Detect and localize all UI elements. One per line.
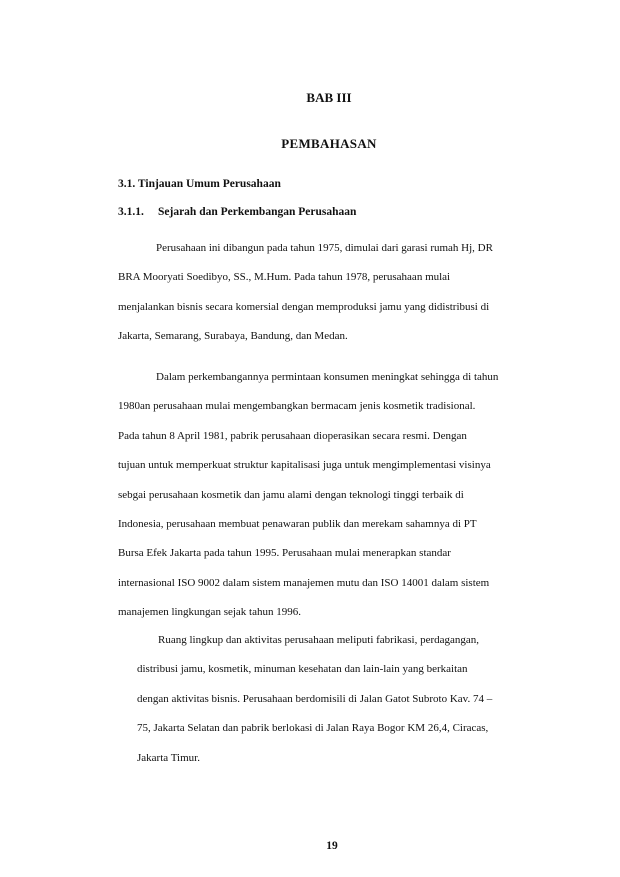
paragraph-line: dengan aktivitas bisnis. Perusahaan berdomisili di Jalan Gatot Subroto Kav. 74 – (137, 692, 493, 705)
chapter-number: BAB III (306, 90, 352, 105)
subsection-title: Sejarah dan Perkembangan Perusahaan (158, 206, 357, 218)
paragraph-line: 1980an perusahaan mulai mengembangkan bermacam jenis kosmetik tradisional. (118, 400, 476, 413)
subsection-heading (118, 206, 356, 218)
paragraph-line: 75, Jakarta Selatan dan pabrik berlokasi di Jalan Raya Bogor KM 26,4, Ciracas, (137, 722, 489, 735)
chapter-title: PEMBAHASAN (281, 136, 377, 151)
paragraph-line: manajemen lingkungan sejak tahun 1996. (118, 606, 301, 619)
paragraph-development (118, 363, 548, 628)
subsection-number: 3.1.1. (118, 206, 144, 218)
paragraph-scope (137, 626, 549, 773)
section-heading: 3.1. Tinjauan Umum Perusahaan (118, 178, 281, 190)
paragraph-line: internasional ISO 9002 dalam sistem manajemen mutu dan ISO 14001 dalam sistem (118, 576, 490, 589)
paragraph-line: Bursa Efek Jakarta pada tahun 1995. Perusahaan mulai menerapkan standar (118, 547, 451, 560)
paragraph-line: Pada tahun 8 April 1981, pabrik perusahaan dioperasikan secara resmi. Dengan (118, 429, 467, 442)
paragraph-line: Ruang lingkup dan aktivitas perusahaan meliputi fabrikasi, perdagangan, (158, 634, 480, 646)
paragraph-line: Perusahaan ini dibangun pada tahun 1975, dimulai dari garasi rumah Hj, DR (156, 242, 493, 254)
paragraph-line: Jakarta, Semarang, Surabaya, Bandung, dan Medan. (118, 330, 348, 343)
paragraph-line: Indonesia, perusahaan membuat penawaran publik dan merekam sahamnya di PT (118, 518, 477, 531)
paragraph-line: distribusi jamu, kosmetik, minuman kesehatan dan lain-lain yang berkaitan (137, 663, 468, 676)
paragraph-line: menjalankan bisnis secara komersial dengan memproduksi jamu yang didistribusi di (118, 300, 490, 313)
paragraph-line: Dalam perkembangannya permintaan konsumen meningkat sehingga di tahun (156, 371, 499, 383)
paragraph-history (118, 234, 548, 352)
paragraph-line: BRA Mooryati Soedibyo, SS., M.Hum. Pada tahun 1978, perusahaan mulai (118, 271, 451, 284)
paragraph-line: Jakarta Timur. (137, 751, 200, 764)
page-number: 19 (326, 840, 338, 852)
paragraph-line: tujuan untuk memperkuat struktur kapitalisasi juga untuk mengimplementasi visinya (118, 459, 491, 472)
paragraph-line: sebgai perusahaan kosmetik dan jamu alami dengan teknologi tinggi terbaik di (118, 488, 464, 501)
